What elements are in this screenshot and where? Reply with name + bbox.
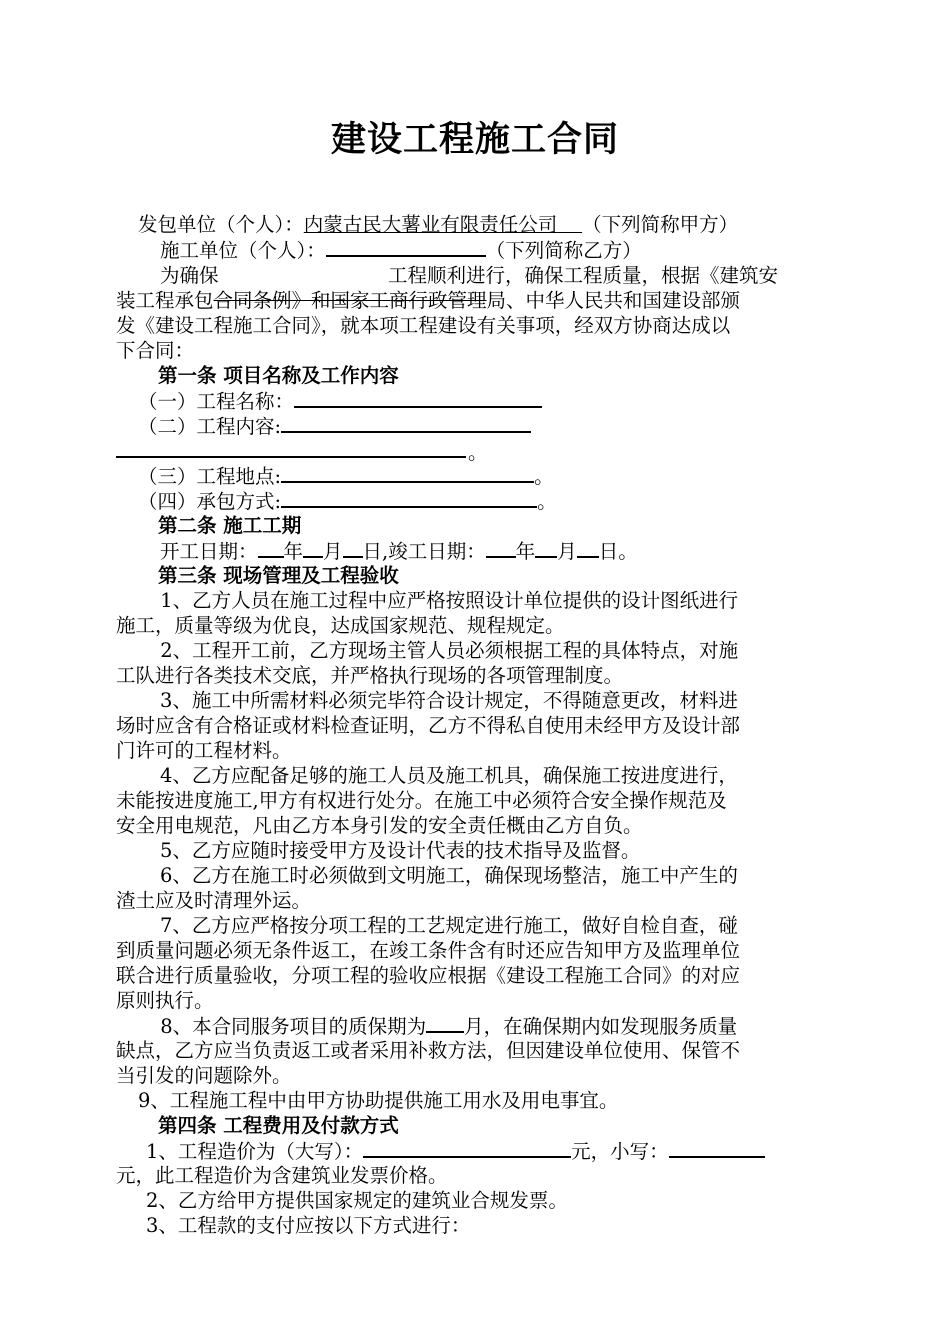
art1-item-3: （三）工程地点: 。 [138, 465, 554, 488]
art3-line: 缺点，乙方应当负责返工或者采用补救方法，但因建设单位使用、保管不 [116, 1039, 741, 1062]
article-3-heading: 第三条 现场管理及工程验收 [158, 564, 399, 587]
price-in-figures-blank [669, 1138, 765, 1158]
art3-line: 5、乙方应随时接受甲方及设计代表的技术指导及监督。 [160, 839, 641, 862]
project-name-blank [294, 388, 542, 408]
art3-line: 联合进行质量验收，分项工程的验收应根据《建设工程施工合同》的对应 [116, 964, 741, 987]
art1-item-2: （二）工程内容: [138, 413, 531, 439]
document-title: 建设工程施工合同 [330, 119, 619, 160]
art2-dates: 开工日期： 年 月 日,竣工日期： 年 月 日。 [160, 540, 638, 563]
art3-line: 到质量问题必须无条件返工，在竣工条件含有时还应告知甲方及监理单位 [116, 939, 741, 962]
art3-line: 6、乙方在施工时必须做到文明施工，确保现场整洁，施工中产生的 [160, 864, 738, 887]
project-content-blank-line2 [116, 456, 466, 458]
party-a-name: 内蒙古民大薯业有限责任公司 [303, 213, 558, 236]
art3-line: 7、乙方应严格按分项工程的工艺规定进行施工，做好自检自查，碰 [160, 914, 738, 937]
art4-line: 元，此工程造价为含建筑业发票价格。 [116, 1164, 448, 1187]
intro-strikethrough: 合同条例》和国家工商行政管理 [213, 289, 487, 312]
art3-line: 渣土应及时清理外运。 [116, 889, 312, 912]
art3-line: 3、施工中所需材料必须完毕符合设计规定，不得随意更改，材料进 [160, 689, 738, 712]
article-4-heading: 第四条 工程费用及付款方式 [158, 1114, 399, 1137]
party-a-label: 发包单位（个人）： [138, 213, 304, 236]
contract-method-blank [281, 488, 537, 508]
party-b-line [160, 237, 642, 263]
art1-end-mark: 。 [468, 441, 488, 464]
art3-line: 1、乙方人员在施工过程中应严格按照设计单位提供的设计图纸进行 [154, 589, 739, 612]
article-2-heading: 第二条 施工工期 [158, 514, 302, 537]
warranty-months-blank [426, 1013, 464, 1033]
article-1-heading: 第一条 项目名称及工作内容 [158, 364, 399, 387]
party-a-suffix: （下列简称甲方） [582, 213, 739, 236]
art4-line: 1、工程造价为（大写）： 元，小写： [146, 1138, 765, 1164]
project-content-blank [281, 413, 531, 433]
party-b-blank [326, 237, 486, 257]
intro-line-3: 发《建设工程施工合同》，就本项工程建设有关事项，经双方协商达成以 [116, 314, 731, 337]
party-a-line [138, 212, 738, 237]
art3-line: 9、工程施工程中由甲方协助提供施工用水及用电事宜。 [138, 1089, 619, 1112]
intro-line-1b: 工程顺利进行，确保工程质量，根据《建筑安 [388, 264, 779, 287]
art3-line: 工队进行各类技术交底，并严格执行现场的各项管理制度。 [116, 664, 624, 687]
art3-line: 未能按进度施工,甲方有权进行处分。在施工中必须符合安全操作规范及 [116, 789, 727, 812]
intro-line-4: 下合同： [116, 339, 195, 362]
party-b-label: 施工单位（个人）： [160, 239, 326, 262]
art3-line: 施工，质量等级为优良，达成国家规范、规程规定。 [116, 614, 565, 637]
art3-line: 门许可的工程材料。 [116, 739, 292, 762]
art4-line: 3、工程款的支付应按以下方式进行： [146, 1214, 471, 1237]
party-b-suffix: （下列简称乙方） [485, 239, 642, 262]
price-in-words-blank [363, 1138, 571, 1158]
art4-line: 2、乙方给甲方提供国家规定的建筑业合规发票。 [146, 1189, 568, 1212]
project-location-blank [281, 463, 534, 483]
intro-line-2: 装工程承包合同条例》和国家工商行政管理局、中华人民共和国建设部颁 [116, 289, 741, 312]
art3-line: 安全用电规范，凡由乙方本身引发的安全责任概由乙方自负。 [116, 814, 643, 837]
art3-line: 4、乙方应配备足够的施工人员及施工机具，确保施工按进度进行， [160, 764, 738, 787]
art1-item-1: （一）工程名称： [138, 388, 542, 414]
art3-line: 当引发的问题除外。 [116, 1064, 292, 1087]
intro-line-1a: 为确保 [160, 264, 219, 287]
art1-item-4: （四）承包方式: 。 [138, 490, 557, 513]
art3-line: 2、工程开工前，乙方现场主管人员必须根据工程的具体特点，对施 [154, 639, 739, 662]
art3-line: 原则执行。 [116, 989, 214, 1012]
art3-line: 8、本合同服务项目的质保期为 月，在确保期内如发现服务质量 [154, 1015, 738, 1038]
art3-line: 场时应含有合格证或材料检查证明，乙方不得私自使用未经甲方及设计部 [116, 714, 741, 737]
